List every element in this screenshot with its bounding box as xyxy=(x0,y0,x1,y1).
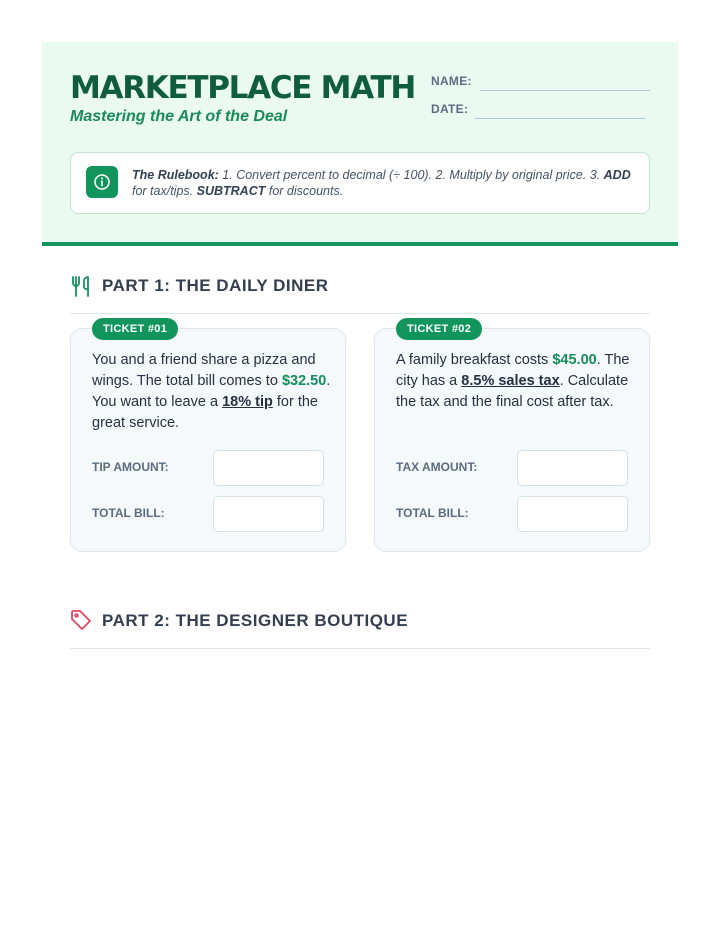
rulebook-add: ADD xyxy=(603,168,631,182)
tax-amount-input[interactable] xyxy=(517,450,628,486)
prompt-key-term: 18% tip xyxy=(222,394,273,410)
worksheet-header xyxy=(42,42,678,246)
rulebook-add-text: for tax/tips. xyxy=(132,184,194,198)
rulebook-steps: 1. Convert percent to decimal (÷ 100). 2. Multiply by original price. 3. xyxy=(222,168,601,182)
part2-title: PART 2: THE DESIGNER BOUTIQUE xyxy=(102,611,409,630)
rulebook-heading: The Rulebook: xyxy=(132,168,219,182)
prompt-text: . You want to leave a xyxy=(92,373,331,410)
tip-amount-label: TIP AMOUNT: xyxy=(92,460,169,474)
name-label: NAME: xyxy=(431,74,472,88)
prompt-amount: $32.50 xyxy=(281,373,327,389)
tax-amount-label: TAX AMOUNT: xyxy=(396,460,478,474)
part1-title: PART 1: THE DAILY DINER xyxy=(102,276,329,295)
total-bill-label: TOTAL BILL: xyxy=(92,506,165,520)
ticket-badge: TICKET #01 xyxy=(92,318,178,340)
part2-heading xyxy=(70,609,650,649)
rulebook-text xyxy=(132,167,632,199)
info-icon xyxy=(86,166,118,198)
name-line[interactable] xyxy=(480,90,650,91)
ticket-prompt xyxy=(92,350,332,434)
utensils-icon xyxy=(70,274,92,298)
total-bill-input[interactable] xyxy=(517,496,628,532)
tag-icon xyxy=(70,609,92,631)
worksheet-subtitle: Mastering the Art of the Deal xyxy=(70,108,288,125)
ticket-card-2 xyxy=(374,323,650,552)
prompt-amount: $45.00 xyxy=(552,352,597,368)
date-line[interactable] xyxy=(475,118,645,119)
worksheet-title: MARKETPLACE MATH xyxy=(70,70,415,106)
prompt-key-term: 8.5% sales tax xyxy=(461,373,560,389)
ticket-prompt xyxy=(396,350,636,413)
rulebook-box xyxy=(70,152,650,214)
ticket-badge: TICKET #02 xyxy=(396,318,482,340)
prompt-text: . The city has a xyxy=(396,352,630,389)
date-label: DATE: xyxy=(431,102,469,116)
part1-heading xyxy=(70,274,650,314)
rulebook-subtract: SUBTRACT xyxy=(196,184,266,198)
total-bill-input[interactable] xyxy=(213,496,324,532)
tip-amount-input[interactable] xyxy=(213,450,324,486)
prompt-text: . Calculate the tax and the final cost after tax. xyxy=(396,373,629,410)
rulebook-subtract-text: for discounts. xyxy=(268,184,344,198)
prompt-text: You and a friend share a pizza and wings. The total bill comes to xyxy=(92,352,316,389)
prompt-text: for the great service. xyxy=(92,394,318,431)
prompt-text: A family breakfast costs xyxy=(396,352,549,368)
ticket-card-1 xyxy=(70,323,346,552)
total-bill-label: TOTAL BILL: xyxy=(396,506,469,520)
